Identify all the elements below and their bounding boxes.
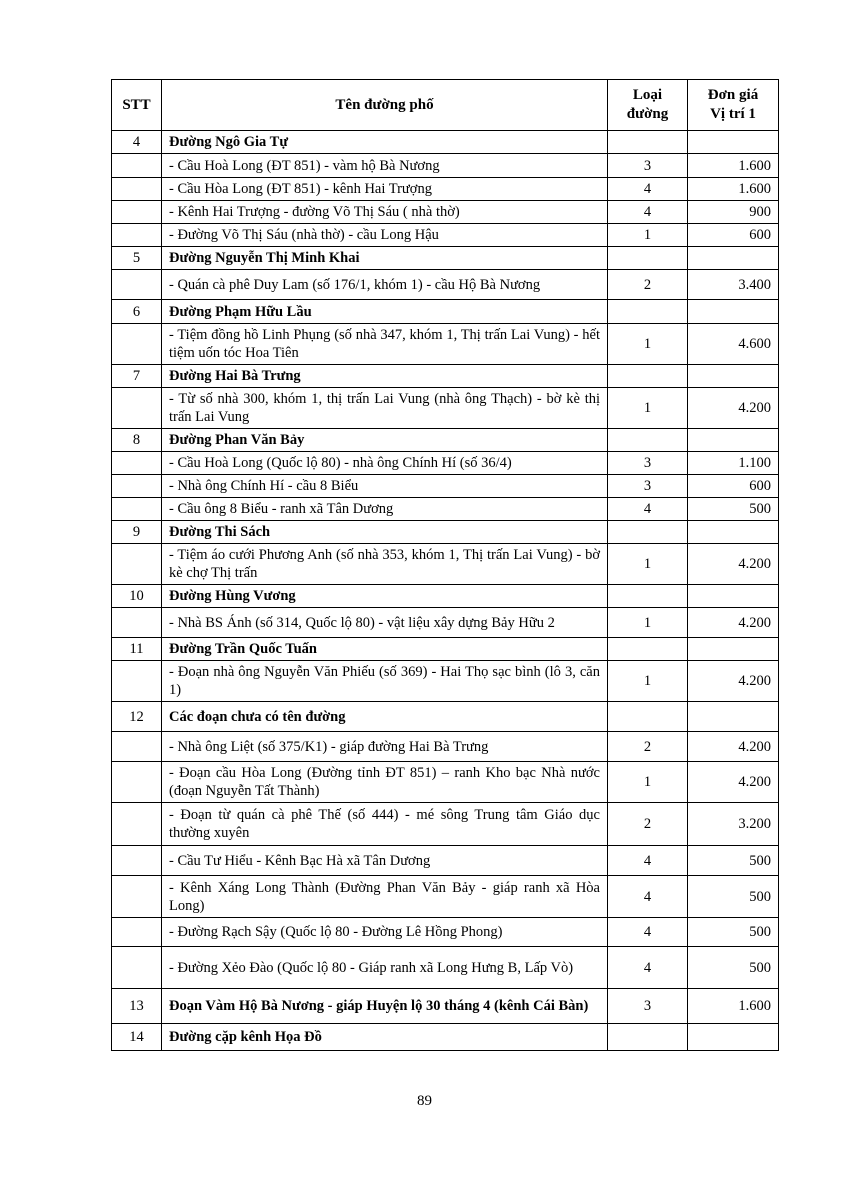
row-street-name: - Đường Xẻo Đào (Quốc lộ 80 - Giáp ranh xã Long Hưng B, Lấp Vò) bbox=[162, 947, 608, 989]
table-row bbox=[112, 803, 779, 846]
row-stt bbox=[112, 498, 162, 521]
row-road-type: 2 bbox=[608, 803, 688, 846]
header-street-name: Tên đường phố bbox=[162, 80, 608, 131]
row-street-name: - Đoạn cầu Hòa Long (Đường tỉnh ĐT 851) – ranh Kho bạc Nhà nước (đoạn Nguyễn Tất Thành) bbox=[162, 762, 608, 803]
table-row bbox=[112, 846, 779, 876]
row-street-name: - Nhà ông Chính Hí - cầu 8 Biểu bbox=[162, 475, 608, 498]
row-street-name: - Đoạn nhà ông Nguyễn Văn Phiếu (số 369) - Hai Thọ sạc bình (lô 3, căn 1) bbox=[162, 661, 608, 702]
row-road-type: 4 bbox=[608, 178, 688, 201]
row-unit-price: 1.100 bbox=[688, 452, 779, 475]
row-stt: 4 bbox=[112, 131, 162, 154]
row-unit-price: 4.200 bbox=[688, 608, 779, 638]
header-unit-price-line1: Đơn giá bbox=[707, 87, 759, 103]
row-road-type: 2 bbox=[608, 732, 688, 762]
row-unit-price: 900 bbox=[688, 201, 779, 224]
row-stt bbox=[112, 201, 162, 224]
row-unit-price bbox=[688, 365, 779, 388]
table-row bbox=[112, 365, 779, 388]
row-unit-price: 3.200 bbox=[688, 803, 779, 846]
row-stt: 7 bbox=[112, 365, 162, 388]
row-stt: 10 bbox=[112, 585, 162, 608]
table-row bbox=[112, 247, 779, 270]
row-road-type: 2 bbox=[608, 270, 688, 300]
table-row bbox=[112, 762, 779, 803]
row-road-type: 4 bbox=[608, 947, 688, 989]
row-stt: 8 bbox=[112, 429, 162, 452]
row-unit-price: 4.600 bbox=[688, 324, 779, 365]
row-road-type: 4 bbox=[608, 846, 688, 876]
row-street-name: Đường cặp kênh Họa Đồ bbox=[162, 1024, 608, 1051]
row-stt bbox=[112, 178, 162, 201]
row-street-name: - Cầu Hoà Long (Quốc lộ 80) - nhà ông Chính Hí (số 36/4) bbox=[162, 452, 608, 475]
row-street-name: - Kênh Xáng Long Thành (Đường Phan Văn Bảy - giáp ranh xã Hòa Long) bbox=[162, 876, 608, 918]
row-stt bbox=[112, 388, 162, 429]
row-stt bbox=[112, 732, 162, 762]
row-road-type bbox=[608, 521, 688, 544]
table-row bbox=[112, 544, 779, 585]
row-street-name: - Tiệm đồng hồ Linh Phụng (số nhà 347, khóm 1, Thị trấn Lai Vung) - hết tiệm uốn tóc Hoa Tiên bbox=[162, 324, 608, 365]
table-row bbox=[112, 608, 779, 638]
row-stt bbox=[112, 475, 162, 498]
row-stt bbox=[112, 762, 162, 803]
row-road-type: 4 bbox=[608, 918, 688, 947]
row-unit-price: 4.200 bbox=[688, 732, 779, 762]
table-row bbox=[112, 388, 779, 429]
row-street-name: - Kênh Hai Trượng - đường Võ Thị Sáu ( nhà thờ) bbox=[162, 201, 608, 224]
row-road-type: 1 bbox=[608, 608, 688, 638]
table-body bbox=[112, 131, 779, 1051]
table-row bbox=[112, 154, 779, 178]
header-stt: STT bbox=[112, 80, 162, 131]
row-street-name: Các đoạn chưa có tên đường bbox=[162, 702, 608, 732]
table-row bbox=[112, 585, 779, 608]
row-stt bbox=[112, 803, 162, 846]
row-street-name: Đường Trần Quốc Tuấn bbox=[162, 638, 608, 661]
row-road-type bbox=[608, 429, 688, 452]
row-stt: 9 bbox=[112, 521, 162, 544]
row-road-type bbox=[608, 702, 688, 732]
row-stt bbox=[112, 544, 162, 585]
table-row bbox=[112, 475, 779, 498]
table-header-row bbox=[112, 80, 779, 131]
row-road-type bbox=[608, 638, 688, 661]
row-street-name: - Nhà ông Liệt (số 375/K1) - giáp đường Hai Bà Trưng bbox=[162, 732, 608, 762]
row-unit-price bbox=[688, 300, 779, 324]
row-unit-price: 600 bbox=[688, 475, 779, 498]
header-unit-price bbox=[688, 80, 779, 131]
row-unit-price bbox=[688, 521, 779, 544]
row-stt bbox=[112, 846, 162, 876]
row-stt bbox=[112, 661, 162, 702]
row-unit-price bbox=[688, 585, 779, 608]
row-road-type: 1 bbox=[608, 388, 688, 429]
row-road-type: 3 bbox=[608, 452, 688, 475]
row-road-type: 4 bbox=[608, 201, 688, 224]
row-street-name: Đường Phạm Hữu Lầu bbox=[162, 300, 608, 324]
row-street-name: - Quán cà phê Duy Lam (số 176/1, khóm 1) - cầu Hộ Bà Nương bbox=[162, 270, 608, 300]
row-stt bbox=[112, 918, 162, 947]
header-road-type-line2: đường bbox=[626, 106, 669, 122]
row-stt: 11 bbox=[112, 638, 162, 661]
row-unit-price: 1.600 bbox=[688, 178, 779, 201]
table-row bbox=[112, 661, 779, 702]
table-row bbox=[112, 201, 779, 224]
row-street-name: Đoạn Vàm Hộ Bà Nương - giáp Huyện lộ 30 tháng 4 (kênh Cái Bàn) bbox=[162, 989, 608, 1024]
row-road-type: 3 bbox=[608, 154, 688, 178]
table-row bbox=[112, 452, 779, 475]
row-stt: 5 bbox=[112, 247, 162, 270]
row-street-name: - Từ số nhà 300, khóm 1, thị trấn Lai Vung (nhà ông Thạch) - bờ kè thị trấn Lai Vung bbox=[162, 388, 608, 429]
table-row bbox=[112, 429, 779, 452]
row-road-type: 1 bbox=[608, 544, 688, 585]
row-street-name: - Nhà BS Ánh (số 314, Quốc lộ 80) - vật liệu xây dựng Bảy Hữu 2 bbox=[162, 608, 608, 638]
table-row bbox=[112, 270, 779, 300]
row-road-type: 3 bbox=[608, 475, 688, 498]
table-row bbox=[112, 918, 779, 947]
table-row bbox=[112, 131, 779, 154]
row-street-name: Đường Phan Văn Bảy bbox=[162, 429, 608, 452]
price-table bbox=[111, 79, 779, 1051]
row-stt: 6 bbox=[112, 300, 162, 324]
row-stt: 12 bbox=[112, 702, 162, 732]
row-street-name: - Đường Võ Thị Sáu (nhà thờ) - cầu Long Hậu bbox=[162, 224, 608, 247]
row-unit-price: 500 bbox=[688, 846, 779, 876]
row-road-type: 4 bbox=[608, 498, 688, 521]
row-road-type bbox=[608, 585, 688, 608]
row-stt bbox=[112, 154, 162, 178]
row-road-type: 1 bbox=[608, 661, 688, 702]
row-unit-price: 4.200 bbox=[688, 544, 779, 585]
row-street-name: Đường Ngô Gia Tự bbox=[162, 131, 608, 154]
table-row bbox=[112, 638, 779, 661]
row-road-type bbox=[608, 131, 688, 154]
row-unit-price: 4.200 bbox=[688, 388, 779, 429]
table-row bbox=[112, 178, 779, 201]
row-road-type: 1 bbox=[608, 762, 688, 803]
row-street-name: - Đường Rạch Sậy (Quốc lộ 80 - Đường Lê Hồng Phong) bbox=[162, 918, 608, 947]
row-stt bbox=[112, 224, 162, 247]
row-unit-price bbox=[688, 638, 779, 661]
row-road-type bbox=[608, 300, 688, 324]
table-row bbox=[112, 1024, 779, 1051]
row-unit-price: 500 bbox=[688, 918, 779, 947]
row-stt bbox=[112, 947, 162, 989]
row-road-type bbox=[608, 1024, 688, 1051]
row-stt bbox=[112, 608, 162, 638]
row-unit-price bbox=[688, 247, 779, 270]
table-row bbox=[112, 521, 779, 544]
row-unit-price bbox=[688, 429, 779, 452]
row-road-type bbox=[608, 247, 688, 270]
row-road-type: 1 bbox=[608, 224, 688, 247]
row-street-name: Đường Hai Bà Trưng bbox=[162, 365, 608, 388]
row-street-name: Đường Hùng Vương bbox=[162, 585, 608, 608]
row-unit-price: 1.600 bbox=[688, 154, 779, 178]
table-row bbox=[112, 876, 779, 918]
table-row bbox=[112, 300, 779, 324]
row-road-type: 1 bbox=[608, 324, 688, 365]
row-unit-price: 3.400 bbox=[688, 270, 779, 300]
row-street-name: - Cầu ông 8 Biểu - ranh xã Tân Dương bbox=[162, 498, 608, 521]
header-road-type-line1: Loại bbox=[632, 87, 663, 103]
row-unit-price: 500 bbox=[688, 876, 779, 918]
row-stt: 14 bbox=[112, 1024, 162, 1051]
row-road-type bbox=[608, 365, 688, 388]
table-row bbox=[112, 732, 779, 762]
row-stt bbox=[112, 324, 162, 365]
row-unit-price: 500 bbox=[688, 947, 779, 989]
row-stt: 13 bbox=[112, 989, 162, 1024]
row-unit-price: 4.200 bbox=[688, 762, 779, 803]
row-unit-price bbox=[688, 702, 779, 732]
table-row bbox=[112, 947, 779, 989]
row-stt bbox=[112, 876, 162, 918]
row-street-name: - Cầu Hoà Long (ĐT 851) - vàm hộ Bà Nương bbox=[162, 154, 608, 178]
row-road-type: 4 bbox=[608, 876, 688, 918]
row-unit-price: 4.200 bbox=[688, 661, 779, 702]
row-street-name: - Cầu Hòa Long (ĐT 851) - kênh Hai Trượng bbox=[162, 178, 608, 201]
table-row bbox=[112, 989, 779, 1024]
row-street-name: - Đoạn từ quán cà phê Thế (số 444) - mé sông Trung tâm Giáo dục thường xuyên bbox=[162, 803, 608, 846]
row-stt bbox=[112, 452, 162, 475]
row-unit-price bbox=[688, 131, 779, 154]
row-unit-price: 600 bbox=[688, 224, 779, 247]
row-unit-price: 1.600 bbox=[688, 989, 779, 1024]
row-street-name: Đường Nguyễn Thị Minh Khai bbox=[162, 247, 608, 270]
row-unit-price bbox=[688, 1024, 779, 1051]
header-unit-price-line2: Vị trí 1 bbox=[710, 106, 756, 122]
row-street-name: Đường Thi Sách bbox=[162, 521, 608, 544]
table-row bbox=[112, 498, 779, 521]
table-row bbox=[112, 224, 779, 247]
row-street-name: - Tiệm áo cưới Phương Anh (số nhà 353, khóm 1, Thị trấn Lai Vung) - bờ kè chợ Thị trấn bbox=[162, 544, 608, 585]
row-stt bbox=[112, 270, 162, 300]
table-row bbox=[112, 702, 779, 732]
header-road-type bbox=[608, 80, 688, 131]
row-unit-price: 500 bbox=[688, 498, 779, 521]
row-road-type: 3 bbox=[608, 989, 688, 1024]
row-street-name: - Cầu Tư Hiểu - Kênh Bạc Hà xã Tân Dương bbox=[162, 846, 608, 876]
table-row bbox=[112, 324, 779, 365]
page-number: 89 bbox=[417, 1093, 432, 1109]
